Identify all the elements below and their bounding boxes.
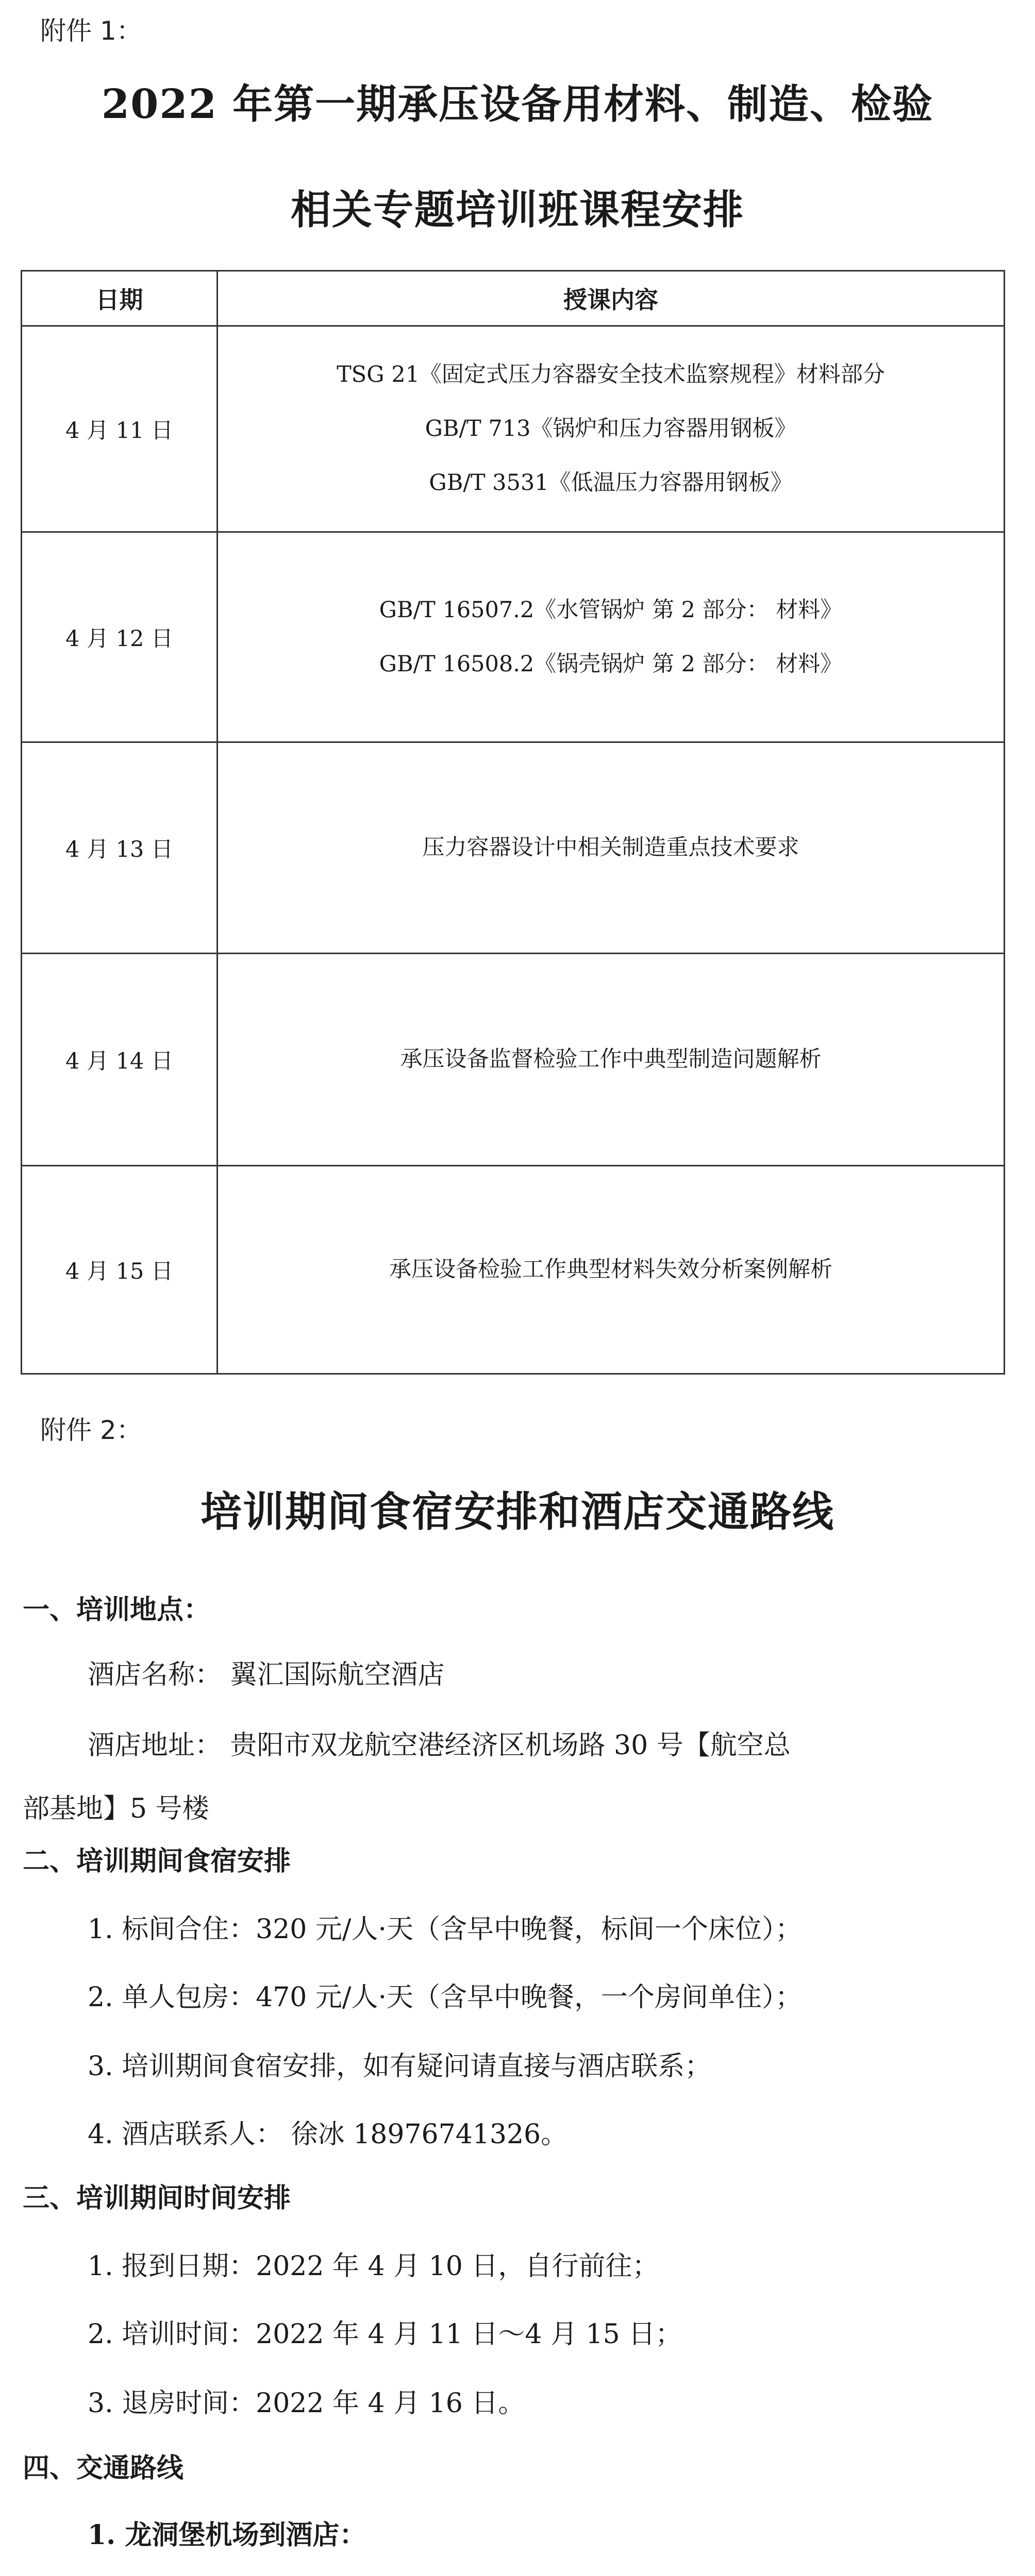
row-content <box>218 532 1005 742</box>
table-row <box>22 742 1005 954</box>
row-content <box>218 326 1005 532</box>
table-row <box>22 1166 1005 1374</box>
list-item: 2. 培训时间：2022 年 4 月 11 日～4 月 15 日； <box>88 2319 682 2350</box>
header-date: 日期 <box>22 271 218 326</box>
list-item: 3. 培训期间食宿安排，如有疑问请直接与酒店联系； <box>88 2051 712 2082</box>
row-date: 4 月 13 日 <box>22 742 218 954</box>
content-line: 压力容器设计中相关制造重点技术要求 <box>422 835 799 860</box>
content-line: TSG 21《固定式压力容器安全技术监察规程》材料部分 <box>337 362 885 387</box>
row-date: 4 月 15 日 <box>22 1166 218 1374</box>
course-schedule-table <box>21 270 1005 1375</box>
row-date: 4 月 12 日 <box>22 532 218 742</box>
airport-route-heading: 1. 龙洞堡机场到酒店： <box>88 2519 366 2551</box>
table-row <box>22 326 1005 532</box>
table-row <box>22 532 1005 742</box>
list-item: 1. 标间合住：320 元/人·天（含早中晚餐，标间一个床位）； <box>88 1914 802 1945</box>
hotel-name: 酒店名称： 翼汇国际航空酒店 <box>88 1659 445 1690</box>
header-content: 授课内容 <box>218 271 1005 326</box>
schedule-title-line-2: 相关专题培训班课程安排 <box>290 187 744 233</box>
content-line: GB/T 16507.2《水管锅炉 第 2 部分： 材料》 <box>379 597 843 623</box>
row-content <box>218 742 1005 954</box>
list-item: 3. 退房时间：2022 年 4 月 16 日。 <box>88 2388 525 2419</box>
content-line: GB/T 713《锅炉和压力容器用钢板》 <box>425 416 797 442</box>
list-item: 4. 酒店联系人： 徐冰 18976741326。 <box>88 2119 568 2150</box>
hotel-address-line-1: 酒店地址： 贵阳市双龙航空港经济区机场路 30 号【航空总 <box>88 1730 791 1761</box>
content-line: GB/T 16508.2《锅壳锅炉 第 2 部分： 材料》 <box>379 651 843 677</box>
list-item: 1. 报到日期：2022 年 4 月 10 日，自行前往； <box>88 2251 659 2282</box>
schedule-title-line-1: 2022 年第一期承压设备用材料、制造、检验 <box>101 81 934 128</box>
row-content <box>218 1166 1005 1374</box>
content-line: GB/T 3531《低温压力容器用钢板》 <box>429 470 793 496</box>
hotel-address-line-2: 部基地】5 号楼 <box>23 1793 209 1824</box>
row-content <box>218 954 1005 1166</box>
content-line: 承压设备监督检验工作中典型制造问题解析 <box>400 1046 822 1072</box>
section-heading-accommodation: 二、培训期间食宿安排 <box>23 1846 291 1877</box>
table-row <box>22 954 1005 1166</box>
row-date: 4 月 11 日 <box>22 326 218 532</box>
table-header-row <box>22 271 1005 326</box>
annex-2-label: 附件 2： <box>40 1415 142 1445</box>
section-heading-schedule: 三、培训期间时间安排 <box>23 2183 291 2214</box>
content-line: 承压设备检验工作典型材料失效分析案例解析 <box>389 1257 832 1282</box>
annex-1-label: 附件 1： <box>40 16 142 46</box>
row-date: 4 月 14 日 <box>22 954 218 1166</box>
section-heading-location: 一、培训地点： <box>23 1595 211 1625</box>
annex-2-title: 培训期间食宿安排和酒店交通路线 <box>201 1487 834 1536</box>
list-item: 2. 单人包房：470 元/人·天（含早中晚餐，一个房间单住）； <box>88 1982 802 2013</box>
section-heading-transport: 四、交通路线 <box>23 2453 184 2484</box>
